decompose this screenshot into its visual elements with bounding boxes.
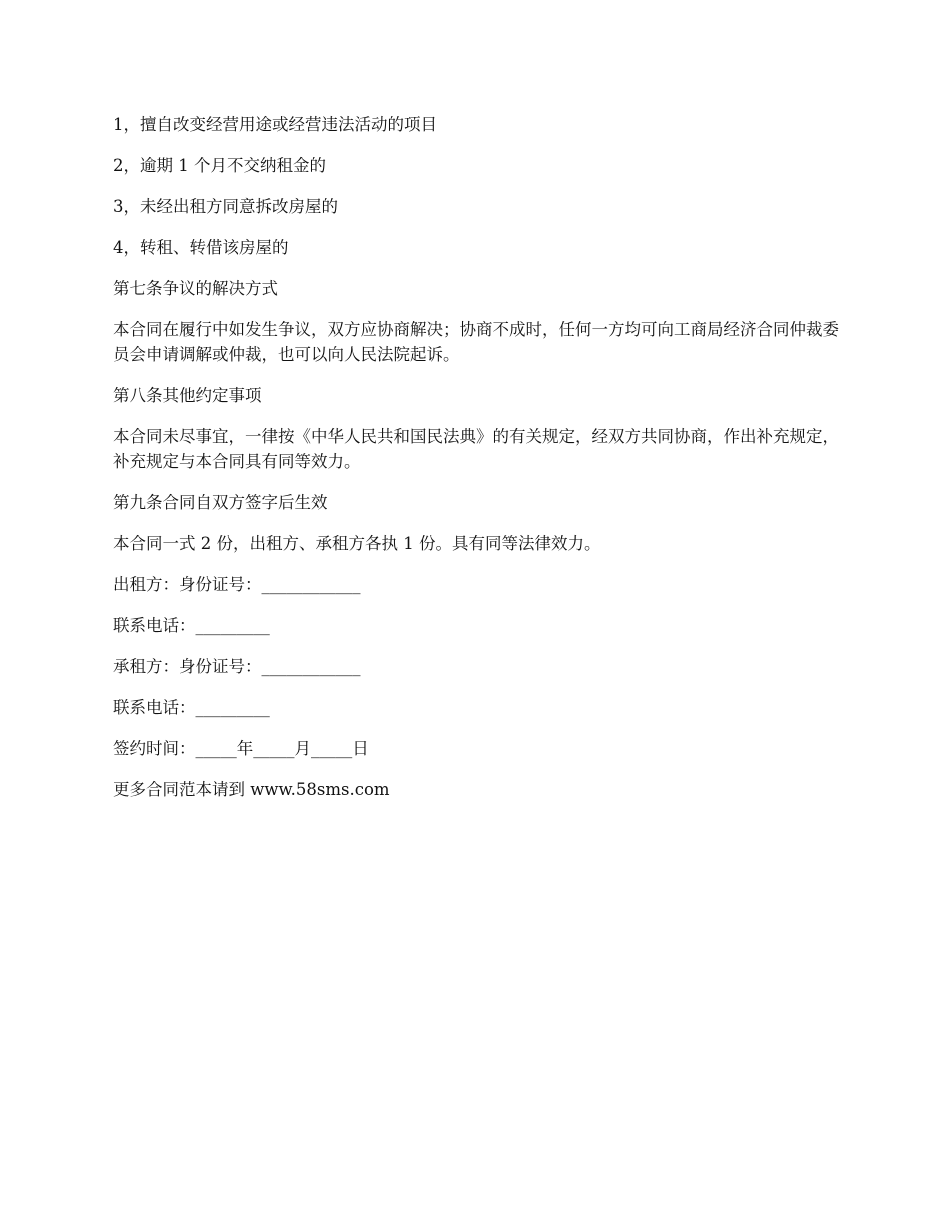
signing-date-line: 签约时间：_____年_____月_____日 [113,739,369,758]
clause-item-1: 1，擅自改变经营用途或经营违法活动的项目 [113,115,437,134]
document-body [113,112,841,818]
article-9-heading: 第九条合同自双方签字后生效 [113,493,328,512]
article-7-heading: 第七条争议的解决方式 [113,279,278,298]
clause-item-2: 2，逾期 1 个月不交纳租金的 [113,156,326,175]
article-8-heading: 第八条其他约定事项 [113,386,262,405]
clause-item-4: 4，转租、转借该房屋的 [113,238,289,257]
lessee-id-line: 承租方：身份证号：____________ [113,657,361,676]
footer-link-text: 更多合同范本请到 www.58sms.com [113,780,390,799]
lessor-phone-line: 联系电话：_________ [113,616,270,635]
article-9-body: 本合同一式 2 份，出租方、承租方各执 1 份。具有同等法律效力。 [113,534,601,553]
lessor-id-line: 出租方：身份证号：____________ [113,575,361,594]
article-7-body: 本合同在履行中如发生争议，双方应协商解决；协商不成时，任何一方均可向工商局经济合同仲裁委员会申请调解或仲裁，也可以向人民法院起诉。 [113,320,839,364]
lessee-phone-line: 联系电话：_________ [113,698,270,717]
article-8-body: 本合同未尽事宜，一律按《中华人民共和国民法典》的有关规定，经双方共同协商，作出补充规定，补充规定与本合同具有同等效力。 [113,427,839,471]
clause-item-3: 3，未经出租方同意拆改房屋的 [113,197,338,216]
